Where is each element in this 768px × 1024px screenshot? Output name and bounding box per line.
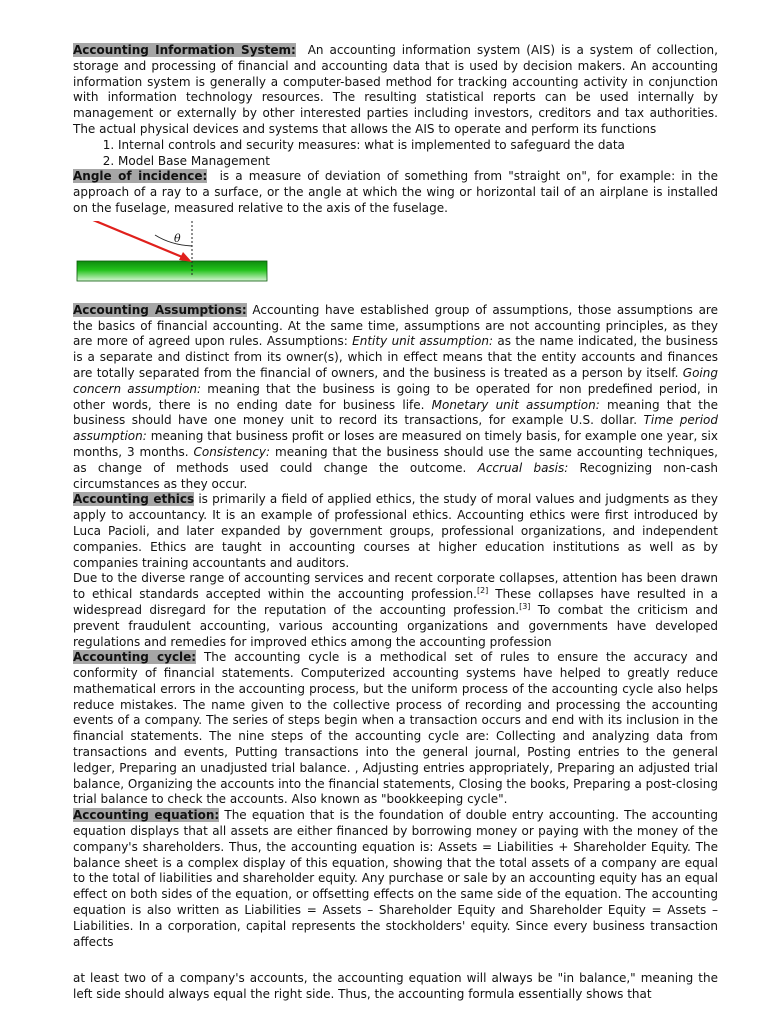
term-cycle: Accounting cycle:	[73, 650, 197, 665]
angle-of-incidence-figure	[73, 217, 718, 303]
equation-continued: at least two of a company's accounts, the accounting equation will always be "in balance," meaning the left side should always equal the right side. Thus, the accounting formula essentially shows that	[73, 971, 718, 1002]
ray-arrowhead	[179, 252, 192, 262]
term-ethics: Accounting ethics	[73, 492, 195, 507]
ethics-paragraph: Accounting ethics is primarily a field of applied ethics, the study of moral values and judgments as they apply to accountancy. It is an example of professional ethics. Accounting ethics were first introduced by Luca Pacioli, and later expanded by government groups, professional organizations, and independent companies. Ethics are taught in accounting courses at higher education institutions as well as by companies training accountants and auditors.	[73, 492, 718, 570]
incident-ray	[81, 221, 187, 259]
theta-label: θ	[174, 231, 181, 245]
term-ais: Accounting Information System:	[73, 43, 296, 57]
term-incidence: Angle of incidence:	[73, 169, 208, 184]
list-item: 1. Internal controls and security measures: what is implemented to safeguard the data	[118, 138, 718, 154]
cycle-paragraph: Accounting cycle: The accounting cycle is a methodical set of rules to ensure the accuracy and conformity of financial statements. Computerized accounting systems have helped to greatly reduce mathematical errors in the accounting process, but the uniform process of the accounting cycle also helps reduce mistakes. The name given to the collective process of recording and processing the accounting events of a company. The series of steps begin when a transaction occurs and end with its inclusion in the financial statements. The nine steps of the accounting cycle are: Collecting and analyzing data from transactions and events, Putting transactions into the general journal, Posting entries to the general ledger, Preparing an unadjusted trial balance. , Adjusting entries appropriately, Preparing an adjusted trial balance, Organizing the accounts into the financial statements, Closing the books, Preparing a post-closing trial balance to check the accounts. Also known as "bookkeeping cycle".	[73, 650, 719, 807]
term-assumptions: Accounting Assumptions:	[73, 302, 247, 317]
citation-ref: [2]	[476, 586, 489, 596]
equation-paragraph: Accounting equation: The equation that is the foundation of double entry accounting. The accounting equation displays that all assets are either financed by borrowing money or paying with the money of the company's shareholders. Thus, the accounting equation is: Assets = Liabilities + Shareholder Equity. The balance sheet is a complex display of this equation, showing that the total assets of a company are equal to the total of liabilities and shareholder equity. Any purchase or sale by an accounting equity has an equal effect on both sides of the equation, or offsetting effects on the same side of the equation. The accounting equation is also written as Liabilities = Assets – Shareholder Equity and Shareholder Equity = Assets – Liabilities. In a corporation, capital represents the stockholders' equity. Since every business transaction affects	[73, 808, 718, 949]
document-page	[73, 43, 718, 1003]
term-equation: Accounting equation:	[73, 808, 220, 823]
assumptions-paragraph: Accounting Assumptions: Accounting have established group of assumptions, those assumptions are the basics of financial accounting. At the same time, assumptions are not accounting principles, as they are more of agreed upon rules. Assumptions: Entity unit assumption: as the name indicated, the business is a separate and distinct from its owner(s), which in effect means that the entity accounts and finances are totally separated from the financial of owners, and the business is treated as a person by itself. Going concern assumption: meaning that the business is going to be operated for non predefined period, in other words, there is no ending date for business life. Monetary unit assumption: meaning that the business should have one money unit to record its transactions, for example U.S. dollar. Time period assumption: meaning that business profit or loses are measured on timely basis, for example one year, six months, 3 months. Consistency: meaning that the business should use the same accounting techniques, as change of methods used could change the outcome. Accrual basis: Recognizing non-cash circumstances as they occur.	[73, 302, 718, 491]
ethics-paragraph-2: Due to the diverse range of accounting services and recent corporate collapses, attention has been drawn to ethical standards accepted within the accounting profession.[2] These collapses have resulted in a widespread disregard for the reputation of the accounting profession.[3] To combat the criticism and prevent fraudulent accounting, various accounting organizations and governments have developed regulations and remedies for improved ethics among the accounting profession	[73, 571, 718, 649]
list-item: 2. Model Base Management	[118, 154, 718, 170]
page-break-gap	[73, 950, 718, 971]
ais-function-list	[73, 138, 718, 170]
surface-bar	[77, 261, 267, 281]
ais-paragraph: Accounting Information System: An accounting information system (AIS) is a system of collection, storage and processing of financial and accounting data that is used by decision makers. An accounting information system is generally a computer-based method for tracking accounting activity in conjunction with information technology resources. The resulting statistical reports can be used internally by management or externally by other interested parties including investors, creditors and tax authorities. The actual physical devices and systems that allows the AIS to operate and perform its functions	[73, 43, 718, 136]
incidence-diagram	[73, 221, 273, 303]
citation-ref: [3]	[519, 601, 531, 611]
incidence-paragraph: Angle of incidence: is a measure of deviation of something from "straight on", for example: in the approach of a ray to a surface, or the angle at which the wing or horizontal tail of an airplane is installed on the fuselage, measured relative to the axis of the fuselage.	[73, 169, 718, 215]
